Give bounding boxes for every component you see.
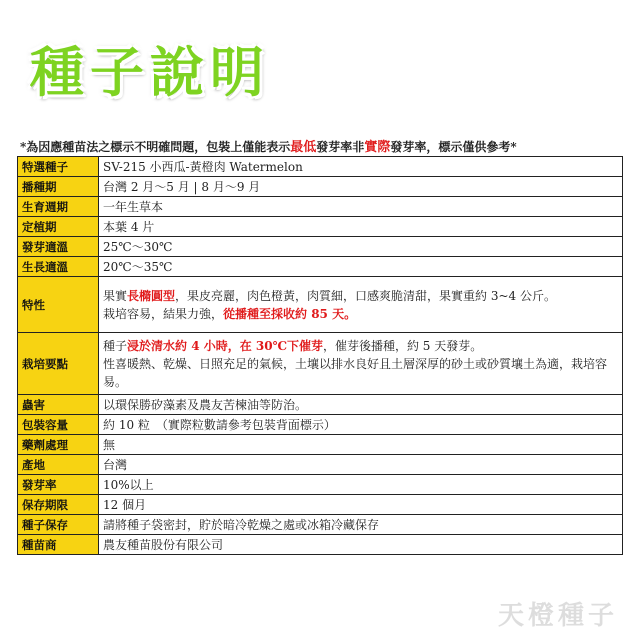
- seed-spec-table: [17, 156, 623, 555]
- notice-text: [20, 136, 620, 155]
- row-key: 包裝容量: [18, 415, 99, 435]
- trait-text: 果實: [103, 288, 128, 303]
- cultivation-text: ，催芽後播種，約 5 天發芽。: [322, 338, 483, 353]
- cultivation-text: 種子: [103, 338, 128, 353]
- row-key: 生長適溫: [18, 257, 99, 277]
- row-key: 產地: [18, 455, 99, 475]
- row-key: 種苗商: [18, 535, 99, 555]
- table-row: [18, 515, 623, 535]
- row-value: 20℃～35℃: [99, 257, 623, 277]
- row-value: 請將種子袋密封，貯於暗冷乾燥之處或冰箱冷藏保存: [99, 515, 623, 535]
- row-key: 播種期: [18, 177, 99, 197]
- row-key: 栽培要點: [18, 333, 99, 395]
- table-row: [18, 237, 623, 257]
- row-key: 發芽率: [18, 475, 99, 495]
- row-key: 特性: [18, 277, 99, 333]
- cultivation-value: [99, 333, 623, 395]
- notice-prefix: *為因應種苗法之標示不明確問題，包裝上僅能表示: [20, 140, 291, 154]
- page-title: 種子說明: [30, 41, 270, 104]
- table-row: [18, 257, 623, 277]
- row-value: 本葉 4 片: [99, 217, 623, 237]
- row-key: 種子保存: [18, 515, 99, 535]
- watermark: 天橙種子: [497, 601, 618, 631]
- row-value: 台灣: [99, 455, 623, 475]
- row-value: 10%以上: [99, 475, 623, 495]
- notice-mid: 發芽率非: [316, 140, 365, 154]
- table-row: [18, 395, 623, 415]
- trait-value: [99, 277, 623, 333]
- row-value: 一年生草本: [99, 197, 623, 217]
- trait-emphasis-shape: 長橢圓型: [127, 288, 176, 303]
- row-value: SV-215 小西瓜-黃橙肉 Watermelon: [99, 157, 623, 177]
- trait-emphasis-harvest: 從播種至採收約 85 天。: [223, 306, 357, 321]
- row-value: 12 個月: [99, 495, 623, 515]
- table-row: [18, 435, 623, 455]
- row-value: 台灣 2 月～5 月 | 8 月～9 月: [99, 177, 623, 197]
- trait-text: ，果皮亮麗，肉色橙黃，肉質細，口感爽脆清甜，果實重約 3~4 公斤。: [175, 288, 556, 303]
- table-row-cultivation: [18, 333, 623, 395]
- table-row: [18, 535, 623, 555]
- row-value: 25℃～30℃: [99, 237, 623, 257]
- notice-emphasis-actual: 實際: [364, 140, 391, 155]
- table-row-trait: [18, 277, 623, 333]
- row-key: 保存期限: [18, 495, 99, 515]
- row-value: 無: [99, 435, 623, 455]
- row-value: 以環保勝矽藻素及農友苦楝油等防治。: [99, 395, 623, 415]
- table-row: [18, 197, 623, 217]
- table-row: [18, 217, 623, 237]
- cultivation-text: 性喜暖熱、乾燥、日照充足的氣候，土壤以排水良好且土層深厚的砂土或砂質壤土為適，栽培容易。: [103, 356, 608, 389]
- cultivation-emphasis: 浸於清水約 4 小時，在 30℃下催芽: [127, 338, 323, 353]
- trait-text: 栽培容易，結果力強，: [103, 306, 224, 321]
- table-row: [18, 495, 623, 515]
- table-row: [18, 475, 623, 495]
- row-key: 藥劑處理: [18, 435, 99, 455]
- row-key: 生育週期: [18, 197, 99, 217]
- table-row: [18, 455, 623, 475]
- row-key: 特選種子: [18, 157, 99, 177]
- row-value: 農友種苗股份有限公司: [99, 535, 623, 555]
- row-key: 蟲害: [18, 395, 99, 415]
- row-key: 發芽適溫: [18, 237, 99, 257]
- table-row: [18, 157, 623, 177]
- table-row: [18, 177, 623, 197]
- row-value: 約 10 粒 （實際粒數請參考包裝背面標示）: [99, 415, 623, 435]
- notice-suffix: 發芽率，標示僅供參考*: [390, 140, 517, 154]
- row-key: 定植期: [18, 217, 99, 237]
- notice-emphasis-lowest: 最低: [290, 140, 317, 155]
- table-row: [18, 415, 623, 435]
